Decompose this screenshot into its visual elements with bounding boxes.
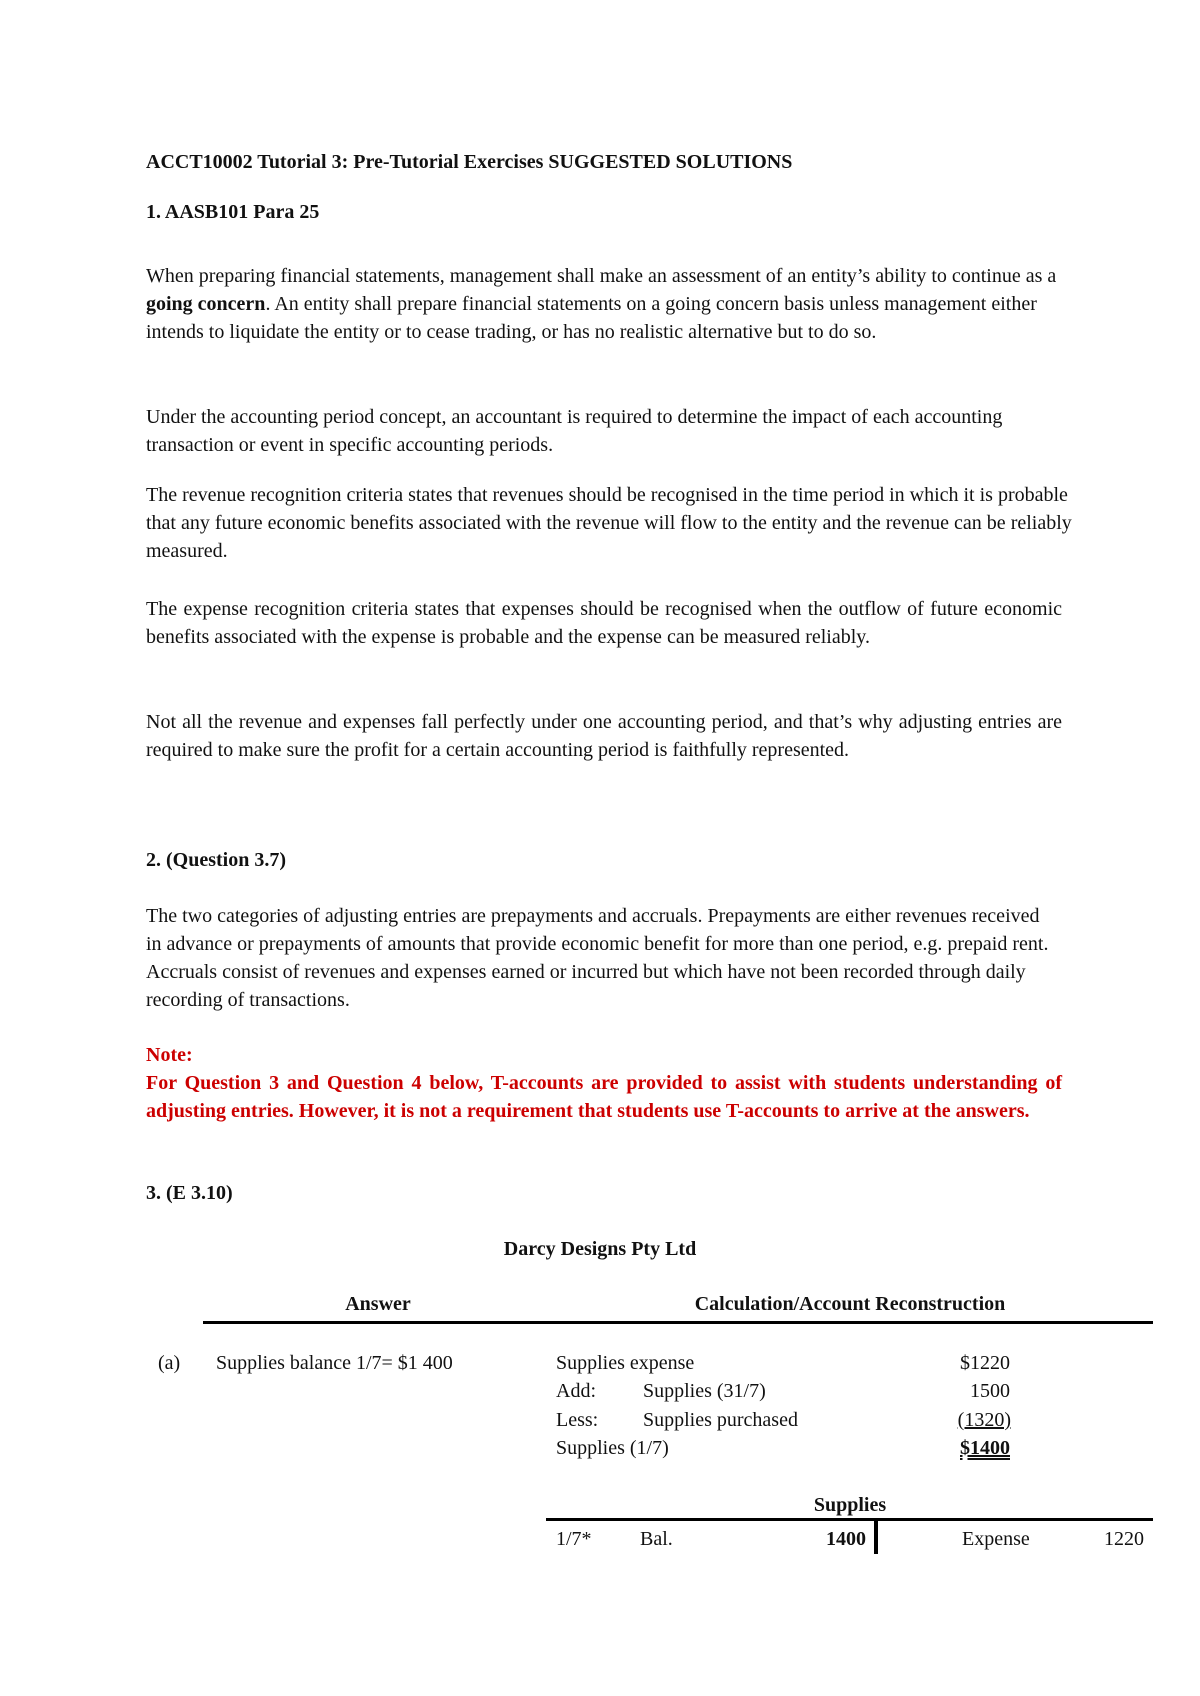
section-3-heading: 3. (E 3.10) bbox=[146, 1182, 233, 1204]
taccount-title: Supplies bbox=[813, 1494, 887, 1516]
calc-line-desc: Supplies (31/7) bbox=[643, 1380, 766, 1402]
revenue-recognition-paragraph: The revenue recognition criteria states that revenues should be recognised in the time period in which it is probable that any future economic benefits associated with the revenue will flow to the entity and the revenue can be reliably measured. bbox=[146, 484, 1072, 562]
page-title: ACCT10002 Tutorial 3: Pre-Tutorial Exercises SUGGESTED SOLUTIONS bbox=[146, 151, 793, 173]
taccount-debit-date: 1/7* bbox=[556, 1528, 592, 1550]
calc-line-prefix: Add: bbox=[556, 1380, 596, 1402]
section-2-heading: 2. (Question 3.7) bbox=[146, 849, 286, 871]
calc-line-prefix: Less: bbox=[556, 1409, 599, 1431]
calc-line-desc: Supplies expense bbox=[556, 1352, 695, 1374]
calculation-column-header: Calculation/Account Reconstruction bbox=[694, 1293, 1006, 1315]
expense-recognition-paragraph: The expense recognition criteria states that expenses should be recognised when the outflow of future economic benefits associated with the expense is probable and the expense can be measured reliably. bbox=[146, 598, 1062, 648]
company-name: Darcy Designs Pty Ltd bbox=[503, 1238, 697, 1260]
adjusting-categories-paragraph: The two categories of adjusting entries are prepayments and accruals. Prepayments are either revenues received in advance or prepayments of amounts that provide economic benefit for more than one period, e.g. prepaid rent. Accruals consist of revenues and expenses earned or incurred but which have not been recorded through daily recording of transactions. bbox=[146, 905, 1049, 1011]
taccount-credit-desc: Expense bbox=[962, 1528, 1030, 1550]
going-concern-term: going concern bbox=[146, 293, 266, 315]
paragraph-text: . An entity shall prepare financial statements on a going concern basis unless management either intends to liquidate the entity or to cease trading, or has no realistic alternative but to do so. bbox=[146, 293, 1037, 343]
taccount-credit-amount: 1220 bbox=[1104, 1528, 1144, 1550]
answer-column-header: Answer bbox=[345, 1293, 411, 1315]
taccount-top-rule bbox=[546, 1518, 1153, 1521]
calc-line-amount: 1500 bbox=[970, 1380, 1010, 1402]
row-a-answer: Supplies balance 1/7= $1 400 bbox=[216, 1352, 453, 1374]
section-1-heading: 1. AASB101 Para 25 bbox=[146, 201, 320, 223]
taccount-debit-desc: Bal. bbox=[640, 1528, 673, 1550]
adjusting-entries-paragraph: Not all the revenue and expenses fall perfectly under one accounting period, and that’s why adjusting entries are required to make sure the profit for a certain accounting period is faithfully represented. bbox=[146, 711, 1062, 761]
calc-line-desc: Supplies (1/7) bbox=[556, 1437, 669, 1459]
note-label: Note: bbox=[146, 1044, 193, 1066]
calc-line-amount: (1320) bbox=[957, 1409, 1011, 1431]
calc-total-amount: $1400 bbox=[960, 1437, 1010, 1459]
calc-line-amount: $1220 bbox=[960, 1352, 1010, 1374]
table-header-rule bbox=[203, 1321, 1153, 1324]
taccount-debit-amount: 1400 bbox=[826, 1528, 866, 1550]
paragraph-text: When preparing financial statements, management shall make an assessment of an entity’s ability to continue as a bbox=[146, 265, 1057, 287]
going-concern-paragraph bbox=[146, 262, 1058, 346]
row-a-label: (a) bbox=[158, 1352, 181, 1374]
taccount-divider bbox=[874, 1520, 878, 1554]
accounting-period-paragraph: Under the accounting period concept, an accountant is required to determine the impact of each accounting transaction or event in specific accounting periods. bbox=[146, 406, 1003, 456]
note-text: For Question 3 and Question 4 below, T-accounts are provided to assist with students understanding of adjusting entries. However, it is not a requirement that students use T-accounts to arrive at the answers. bbox=[146, 1072, 1062, 1122]
calc-line-desc: Supplies purchased bbox=[643, 1409, 798, 1431]
